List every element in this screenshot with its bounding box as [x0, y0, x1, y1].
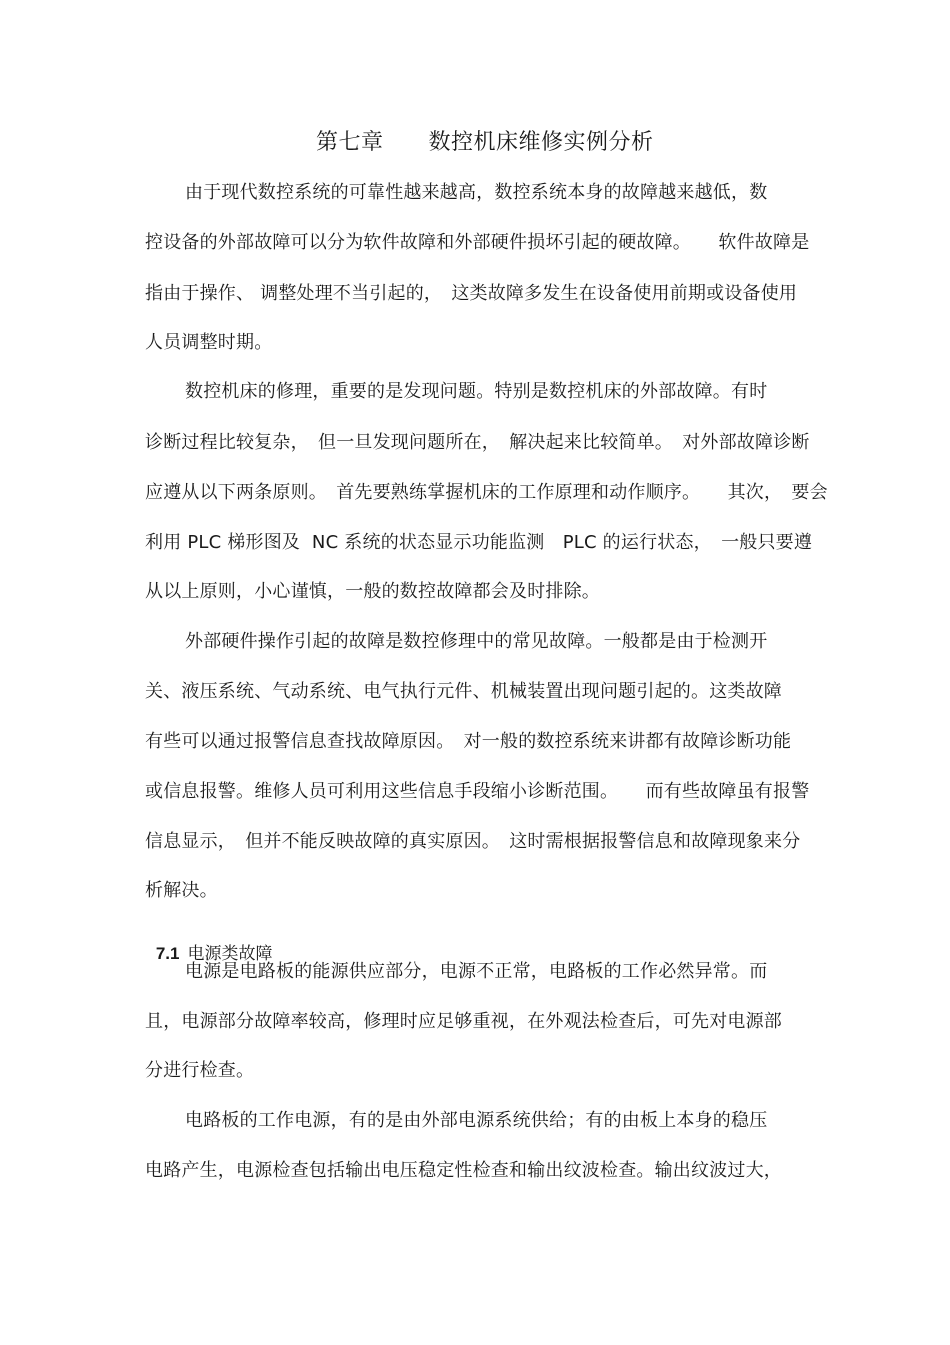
chapter-title: 第七章 数控机床维修实例分析: [316, 130, 654, 155]
paragraph-3-line-3: 有些可以通过报警信息查找故障原因。 对一般的数控系统来讲都有故障诊断功能: [145, 731, 792, 752]
paragraph-1-line-2: 控设备的外部故障可以分为软件故障和外部硬件损坏引起的硬故障。 软件故障是: [145, 232, 810, 253]
section-number: 7.1: [155, 944, 180, 963]
section-paragraph-2-line-1: 电路板的工作电源，有的是由外部电源系统供给；有的由板上本身的稳压: [185, 1110, 768, 1131]
section-paragraph-1-line-3: 分进行检查。: [145, 1060, 255, 1081]
paragraph-3-line-2: 关、液压系统、气动系统、电气执行元件、机械装置出现问题引起的。这类故障: [145, 681, 782, 702]
section-paragraph-2-line-2: 电路产生，电源检查包括输出电压稳定性检查和输出纹波检查。输出纹波过大，: [145, 1160, 782, 1181]
section-paragraph-1-line-2: 且，电源部分故障率较高，修理时应足够重视，在外观法检查后，可先对电源部: [145, 1011, 782, 1032]
paragraph-2-line-1: 数控机床的修理，重要的是发现问题。特别是数控机床的外部故障。有时: [185, 381, 768, 402]
paragraph-2-line-3: 应遵从以下两条原则。 首先要熟练掌握机床的工作原理和动作顺序。 其次， 要会: [145, 482, 828, 503]
paragraph-2-line-2: 诊断过程比较复杂， 但一旦发现问题所在， 解决起来比较简单。 对外部故障诊断: [145, 432, 810, 453]
paragraph-3-line-1: 外部硬件操作引起的故障是数控修理中的常见故障。一般都是由于检测开: [185, 631, 768, 652]
paragraph-3-line-5: 信息显示， 但并不能反映故障的真实原因。 这时需根据报警信息和故障现象来分: [145, 831, 801, 852]
section-paragraph-1-line-1: 电源是电路板的能源供应部分，电源不正常，电路板的工作必然异常。而: [185, 961, 768, 982]
paragraph-2-line-4: 利用 PLC 梯形图及 NC 系统的状态显示功能监测 PLC 的运行状态， 一般只要遵: [145, 532, 813, 553]
paragraph-1-line-3: 指由于操作、 调整处理不当引起的， 这类故障多发生在设备使用前期或设备使用: [145, 283, 798, 304]
section-heading: [145, 918, 272, 966]
paragraph-3-line-6: 析解决。: [145, 880, 218, 901]
paragraph-3-line-4: 或信息报警。维修人员可利用这些信息手段缩小诊断范围。 而有些故障虽有报警: [145, 781, 810, 802]
section-title: 电源类故障: [187, 944, 273, 964]
paragraph-1-line-1: 由于现代数控系统的可靠性越来越高，数控系统本身的故障越来越低，数: [185, 182, 768, 203]
paragraph-2-line-5: 从以上原则，小心谨慎，一般的数控故障都会及时排除。: [145, 581, 600, 602]
paragraph-1-line-4: 人员调整时期。: [145, 332, 273, 353]
